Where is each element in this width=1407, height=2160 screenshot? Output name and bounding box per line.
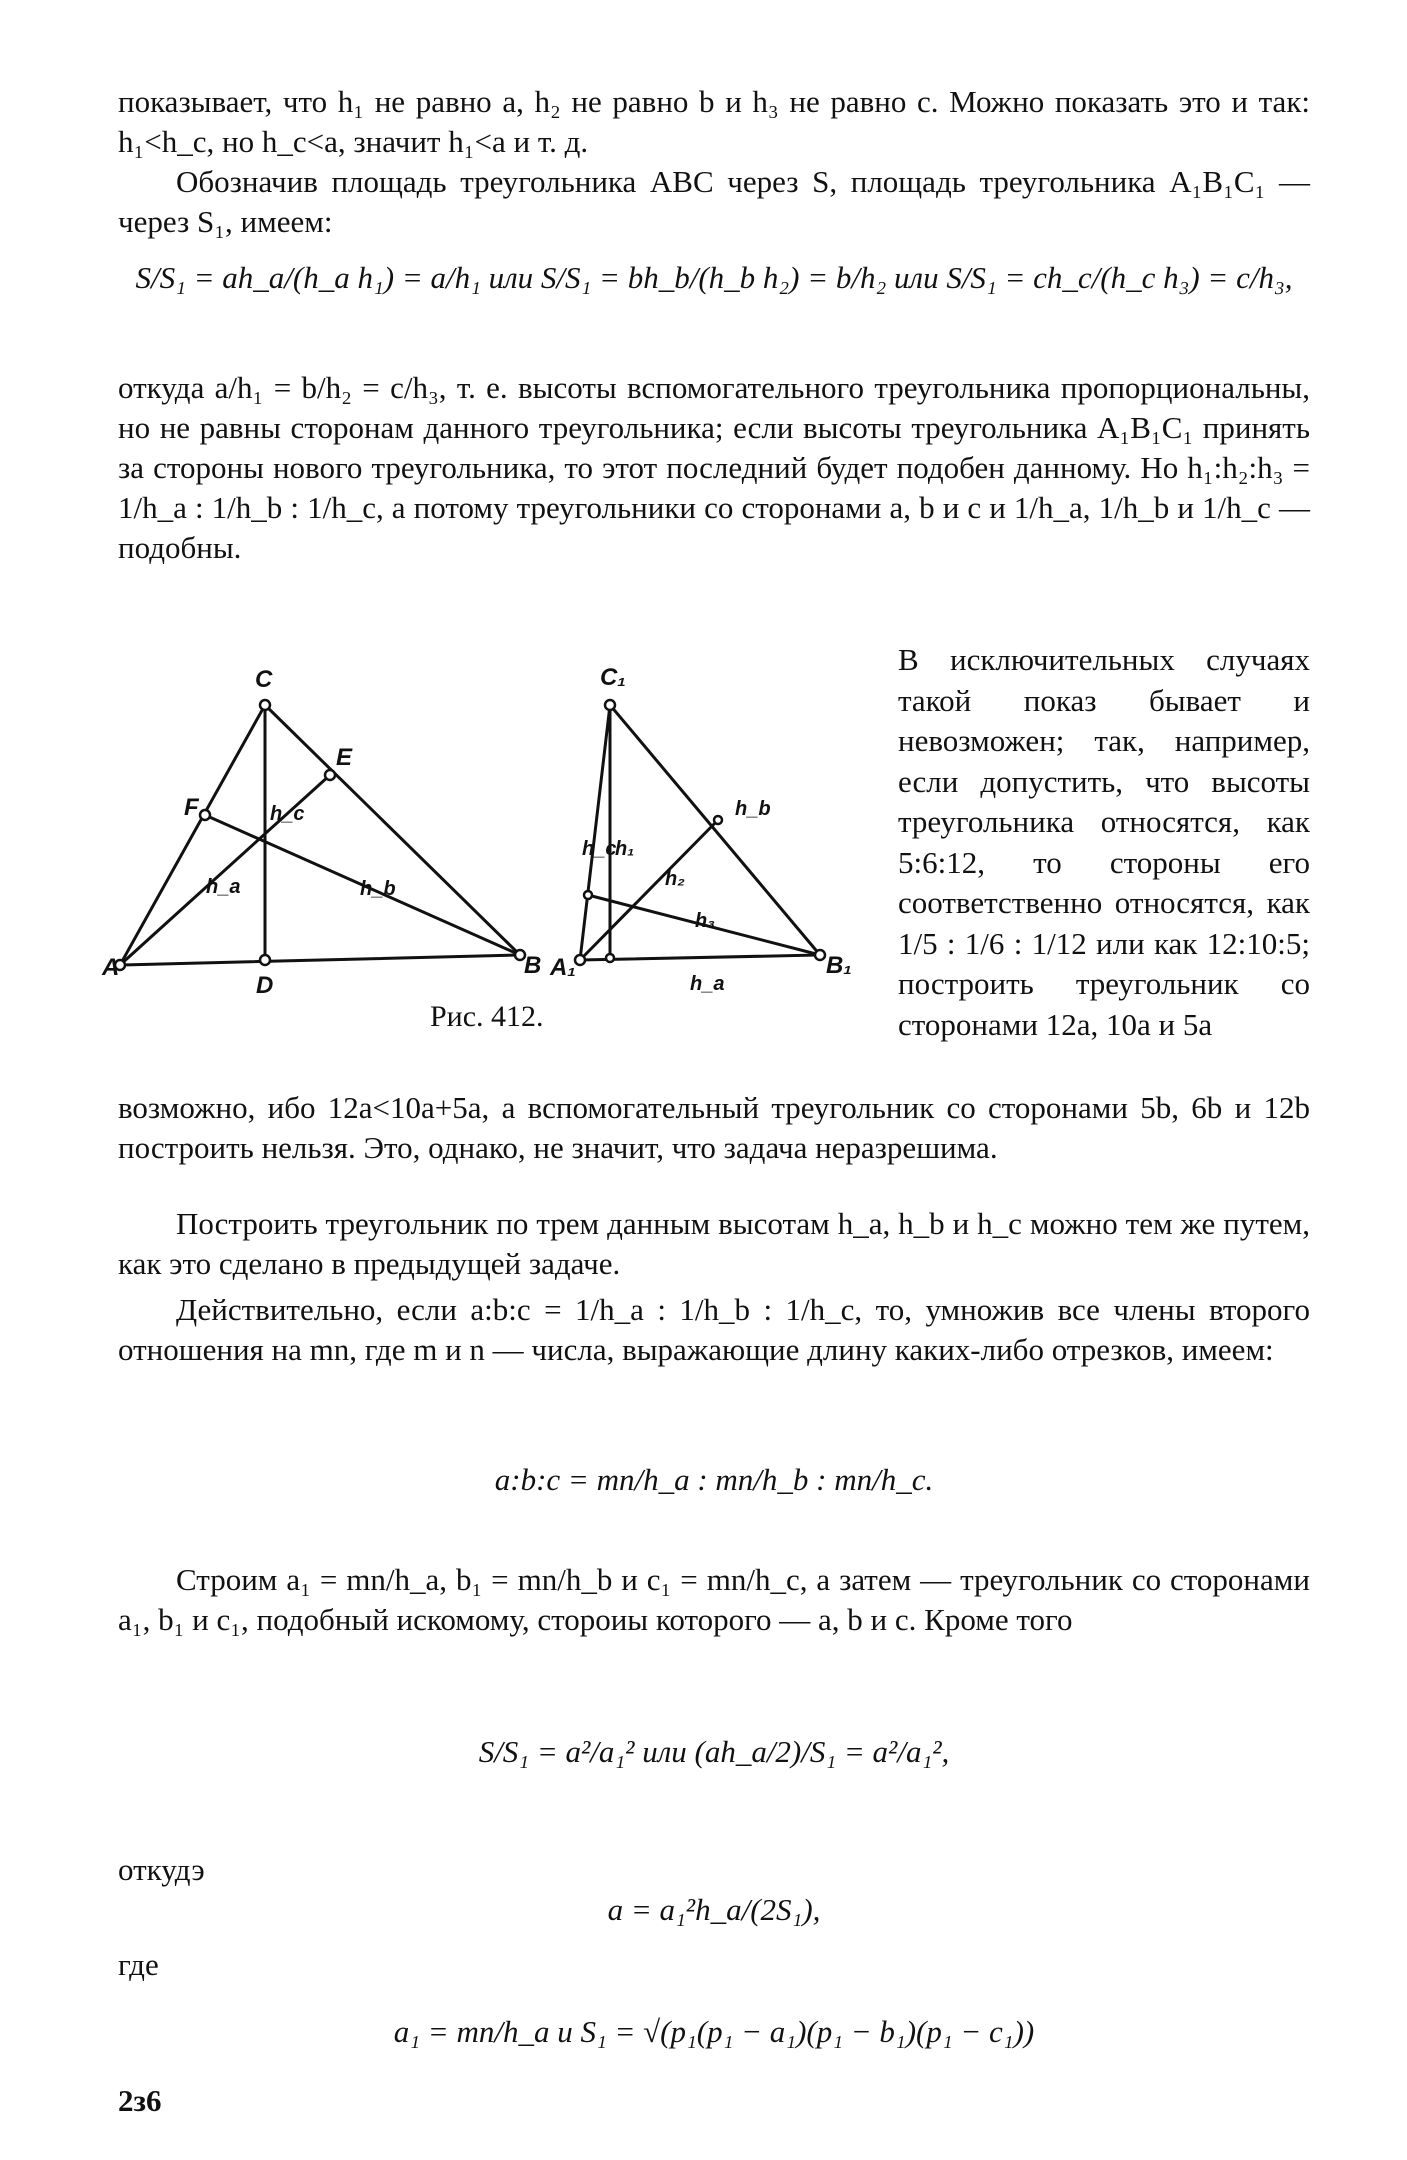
label-h2-right: h₂: [665, 868, 685, 890]
paragraph-1: показывает, что h₁ не равно a, h₂ не равно b и h₃ не равно c. Можно показать это и так: h₁<h_c, но h_c<a, значит h₁<a и т. д.: [118, 84, 1310, 159]
paragraph-9: где: [118, 1947, 159, 1982]
label-A1: A₁: [550, 954, 576, 981]
label-ha-left: h_a: [206, 876, 241, 898]
label-hb-left: h_b: [360, 878, 396, 900]
label-E: E: [336, 744, 353, 771]
formula-area-ratios: S/S₁ = ah_a/(h_a h₁) = a/h₁ или S/S₁ = bh_b/(h_b h₂) = b/h₂ или S/S₁ = ch_c/(h_c h₃) = c/h₃,: [135, 260, 1293, 295]
label-hb-right: h_b: [735, 798, 771, 820]
label-C1: C₁: [600, 664, 626, 691]
figure-caption: Рис. 412.: [430, 1000, 544, 1033]
paragraph-3: откуда a/h₁ = b/h₂ = c/h₃, т. е. высоты вспомогательного треугольника пропорциональны, но не равны сторонам данного треугольника; если высоты треугольника A₁B₁C₁ принять за стороны нового треугольника, то этот последний будет подобен данному. Но h₁:h₂:h₃ = 1/h_a : 1/h_b : 1/h_c, а потому треугольники со сторонами a, b и c и 1/h_a, 1/h_b и 1/h_c — подобны.: [118, 370, 1310, 565]
label-B: B: [524, 952, 542, 979]
label-F: F: [184, 794, 199, 821]
formula-ratio-mn: a:b:c = mn/h_a : mn/h_b : mn/h_c.: [494, 1462, 934, 1497]
label-C: C: [255, 666, 273, 693]
label-hc-right: h_c: [582, 838, 617, 860]
formula-area-squared: S/S₁ = a²/a₁² или (ah_a/2)/S₁ = a²/a₁²,: [478, 1734, 950, 1769]
label-h1-right: h₁: [615, 838, 635, 860]
label-ha-right: h_a: [690, 973, 725, 995]
formula-a: a = a₁²h_a/(2S₁),: [607, 1892, 821, 1927]
paragraph-6: Действительно, если a:b:c = 1/h_a : 1/h_b : 1/h_c, то, умножив все члены второго отношения на mn, где m и n — числа, выражающие длину каких-либо отрезков, имеем:: [118, 1292, 1310, 1367]
page-number: 2з6: [118, 2083, 162, 2118]
label-hc-left: h_c: [270, 803, 305, 825]
label-D: D: [256, 972, 274, 999]
side-text: В исключительных случаях такой показ бывает и невозможен; так, например, если допустить, что высоты треугольника относятся, как 5:6:12, то стороны его соответственно относятся, как 1/5 : 1/6 : 1/12 или как 12:10:5; построить треугольник со сторонами 12a, 10a и 5a: [898, 642, 1310, 1042]
formula-heron: a₁ = mn/h_a и S₁ = √(p₁(p₁ − a₁)(p₁ − b₁)(p₁ − c₁)): [393, 2014, 1035, 2049]
paragraph-4: возможно, ибо 12a<10a+5a, а вспомогательный треугольник со сторонами 5b, 6b и 12b построить нельзя. Это, однако, не значит, что задача неразрешима.: [118, 1090, 1310, 1165]
label-h3-right: h₃: [695, 910, 715, 932]
paragraph-2: Обозначив площадь треугольника ABC через S, площадь треугольника A₁B₁C₁ — через S₁, имеем:: [118, 164, 1310, 239]
paragraph-7: Строим a₁ = mn/h_a, b₁ = mn/h_b и c₁ = mn/h_c, а затем — треугольник со сторонами a₁, b₁ и c₁, подобный искомому, стороиы которого — a, b и c. Кроме того: [118, 1562, 1310, 1637]
paragraph-8: откудэ: [118, 1852, 205, 1887]
label-A: A: [102, 954, 120, 981]
label-B1: B₁: [826, 952, 852, 979]
triangle-abc: [120, 705, 520, 965]
paragraph-5: Построить треугольник по трем данным высотам h_a, h_b и h_c можно тем же путем, как это сделано в предыдущей задаче.: [118, 1206, 1310, 1281]
figure-412: [102, 655, 880, 1055]
